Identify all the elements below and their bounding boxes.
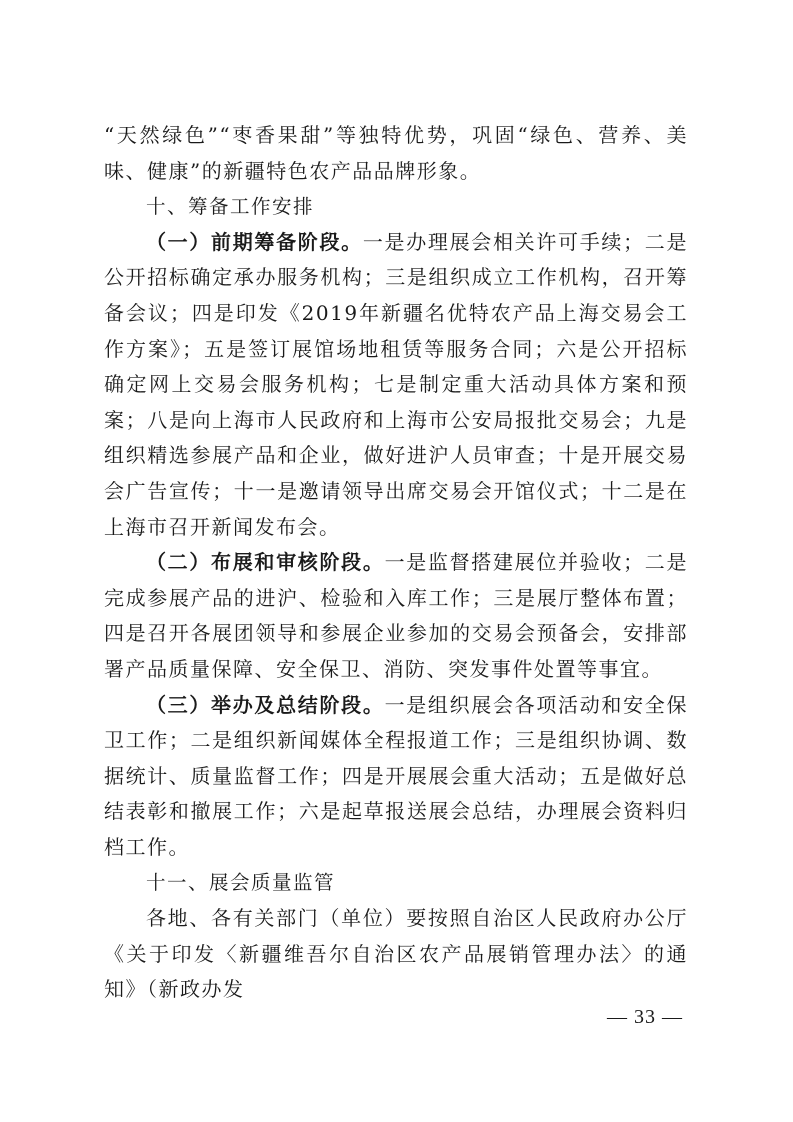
intro-paragraph: “天然绿色”“枣香果甜”等独特优势，巩固“绿色、营养、美味、健康”的新疆特色农产品品牌形象。 — [104, 123, 688, 183]
page-number: — 33 — — [607, 1006, 683, 1028]
phase-three-label: （三）举办及总结阶段。 — [146, 692, 385, 717]
section-eleven-paragraph: 各地、各有关部门（单位）要按照自治区人民政府办公厅《关于印发〈新疆维吾尔自治区农产品展销管理办法〉的通知》（新政办发 — [104, 906, 688, 1002]
section-eleven-heading: 十一、展会质量监管 — [146, 871, 336, 895]
document-body — [104, 118, 688, 1008]
phase-one-text: 一是办理展会相关许可手续；二是公开招标确定承办服务机构；三是组织成立工作机构，召开筹备会议；四是印发《2019年新疆名优特农产品上海交易会工作方案》；五是签订展馆场地租赁等服务合同；六是公开招标确定网上交易会服务机构；七是制定重大活动具体方案和预案；八是向上海市人民政府和上海市公安局报批交易会；九是组织精选参展产品和企业，做好进沪人员审查；十是开展交易会广告宣传；十一是邀请领导出席交易会开馆仪式；十二是在上海市召开新闻发布会。 — [104, 229, 688, 539]
section-ten-heading: 十、筹备工作安排 — [146, 195, 315, 219]
phase-three-paragraph — [104, 688, 688, 866]
phase-two-label: （二）布展和审核阶段。 — [146, 550, 385, 575]
phase-two-paragraph — [104, 545, 688, 687]
phase-one-paragraph — [104, 225, 688, 545]
phase-three-text: 一是组织展会各项活动和安全保卫工作；二是组织新闻媒体全程报道工作；三是组织协调、数据统计、质量监督工作；四是开展展会重大活动；五是做好总结表彰和撤展工作；六是起草报送展会总结，办理展会资料归档工作。 — [104, 692, 688, 859]
phase-two-text: 一是监督搭建展位并验收；二是完成参展产品的进沪、检验和入库工作；三是展厅整体布置；四是召开各展团领导和参展企业参加的交易会预备会，安排部署产品质量保障、安全保卫、消防、突发事件处置等事宜。 — [104, 550, 688, 681]
phase-one-label: （一）前期筹备阶段。 — [146, 229, 363, 254]
